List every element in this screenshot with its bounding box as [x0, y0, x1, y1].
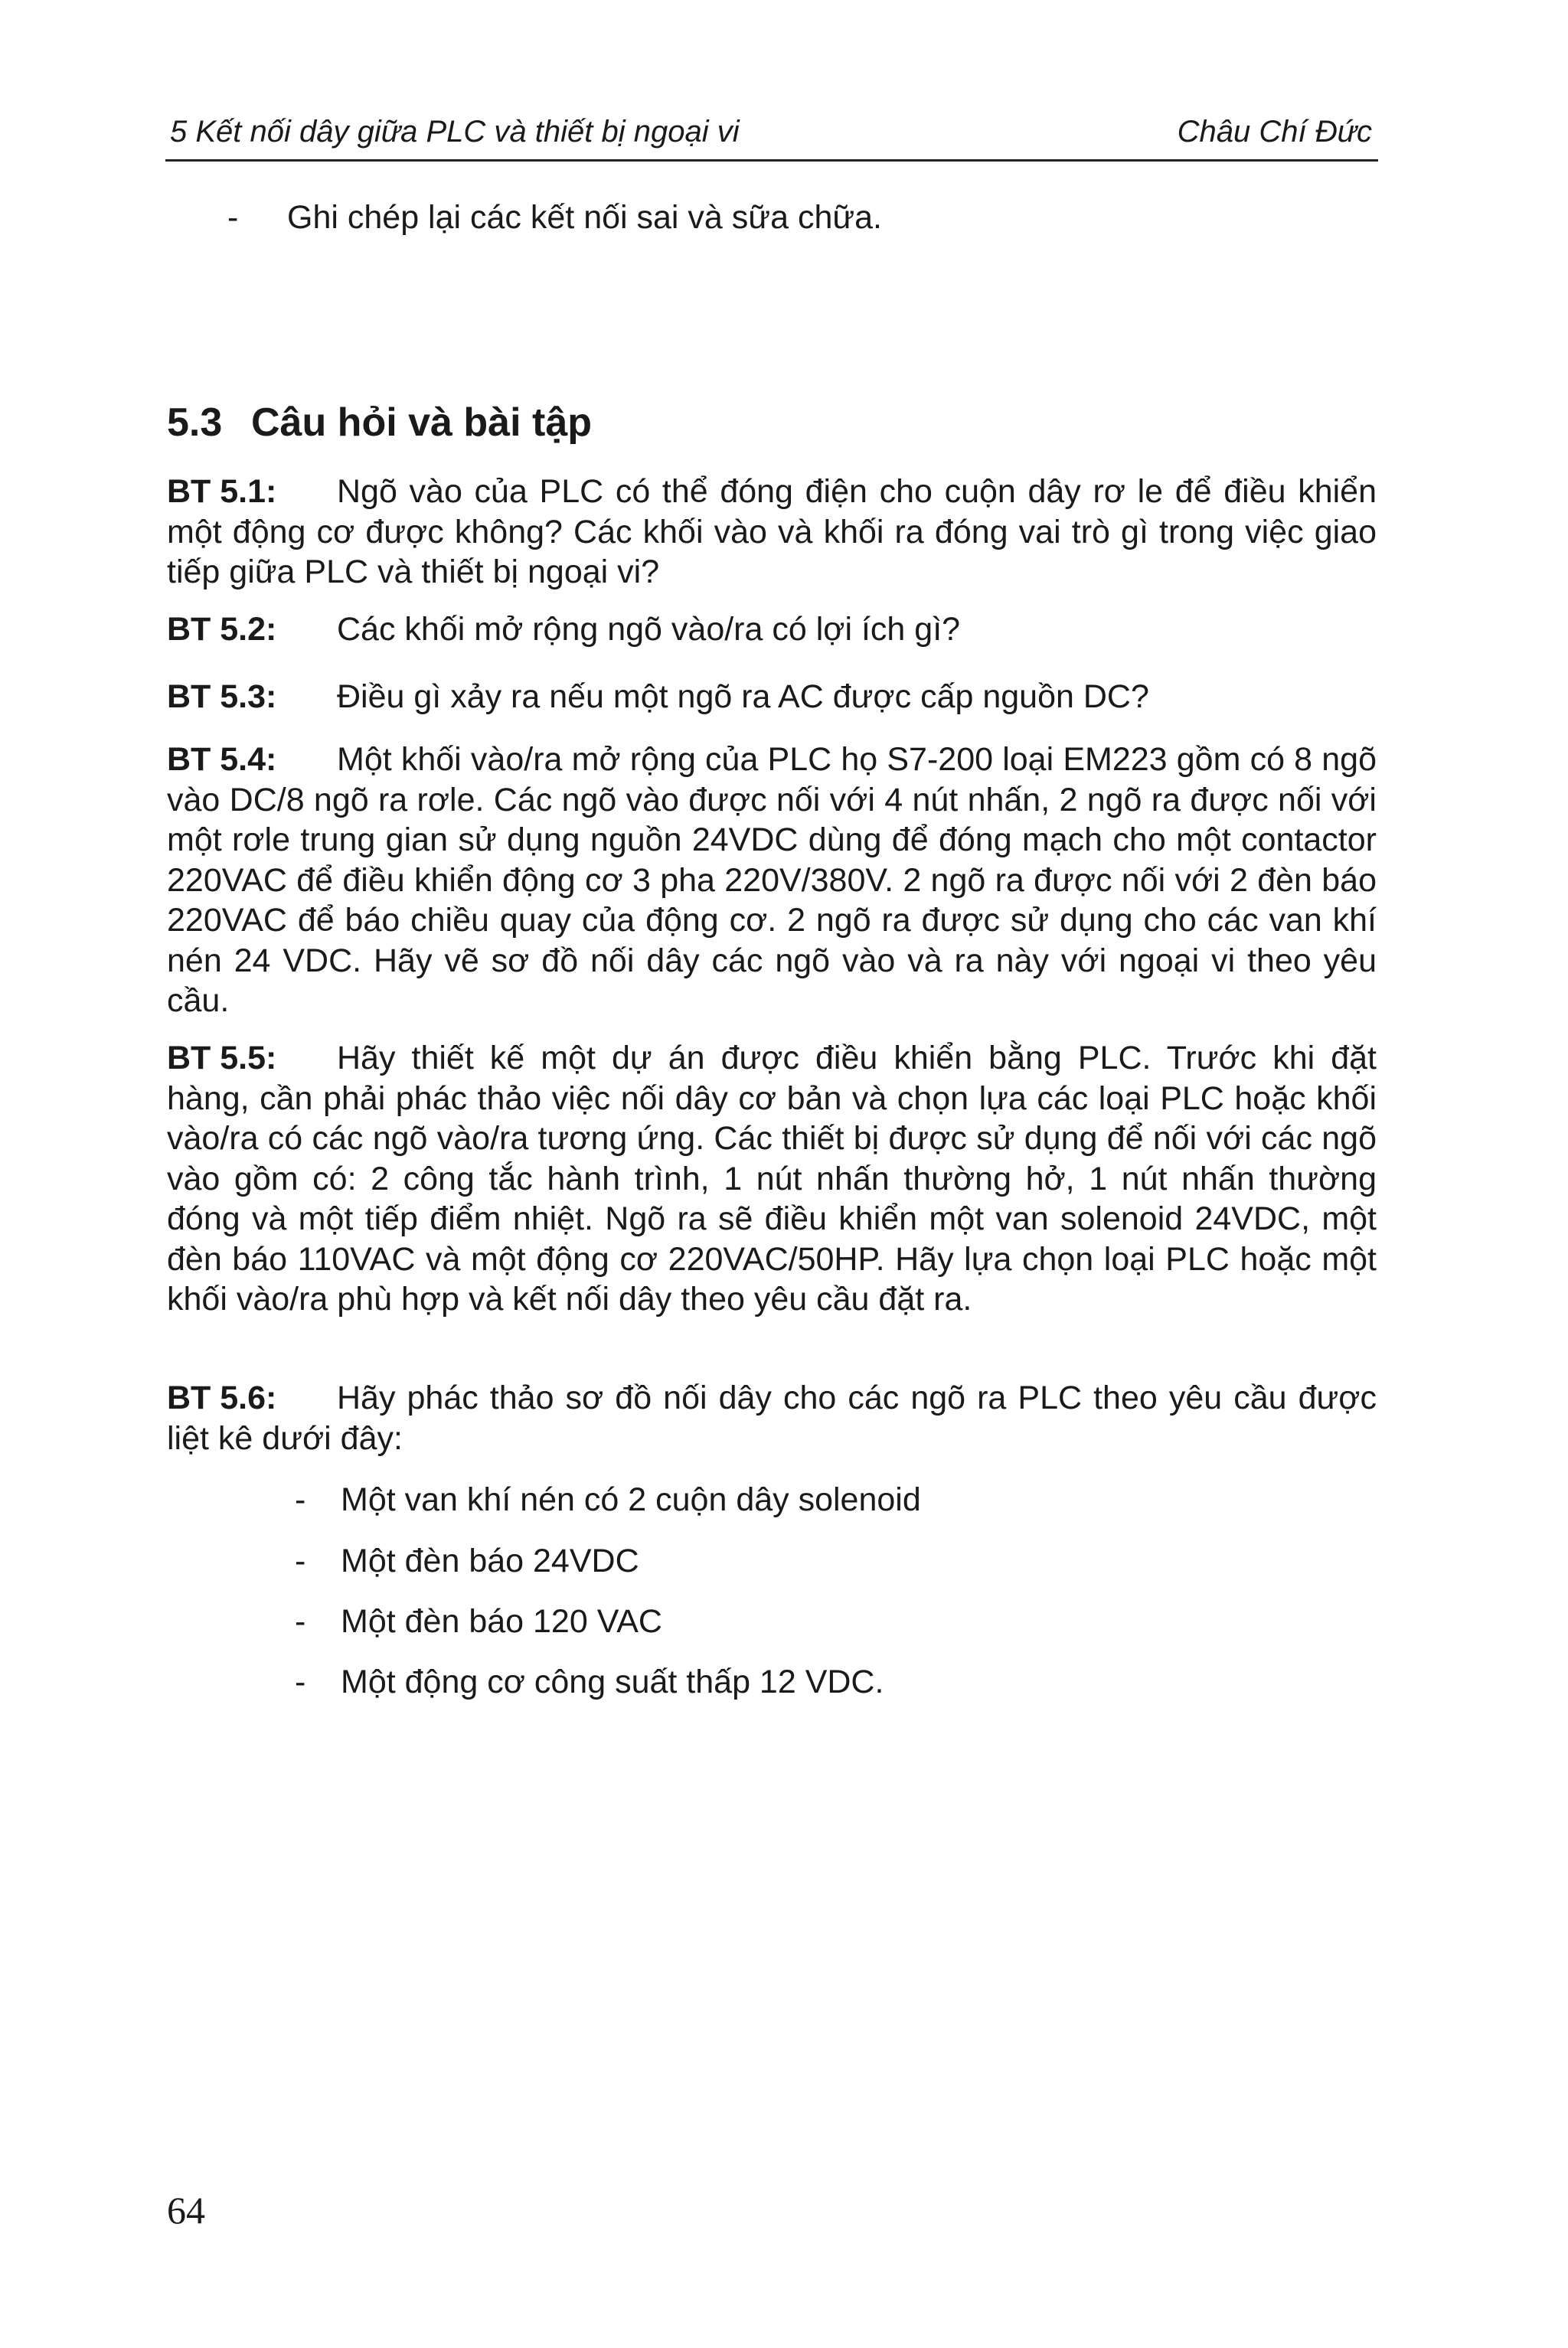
exercise-5-1: [167, 472, 1377, 593]
exercise-text: Ngõ vào của PLC có thể đóng điện cho cuộn dây rơ le để điều khiển một động cơ được không? Các khối vào và khối ra đóng vai trò gì trong việc giao tiếp giữa PLC và thiết bị ngoại vi?: [167, 473, 1377, 590]
bullet-dash: -: [295, 1664, 306, 1700]
exercise-text: Các khối mở rộng ngõ vào/ra có lợi ích gì?: [337, 611, 961, 648]
bullet-text: Ghi chép lại các kết nối sai và sữa chữa.: [287, 199, 883, 236]
exercise-text: Hãy phác thảo sơ đồ nối dây cho các ngõ ra PLC theo yêu cầu được liệt kê dưới đây:: [167, 1380, 1377, 1457]
exercise-label: BT 5.3:: [167, 678, 277, 715]
bullet-text: Một van khí nén có 2 cuộn dây solenoid: [341, 1481, 921, 1518]
exercise-label: BT 5.1:: [167, 473, 277, 510]
exercise-5-4: [167, 740, 1377, 1021]
exercise-label: BT 5.4:: [167, 741, 277, 778]
section-heading: [167, 400, 592, 446]
bullet-dash: -: [295, 1481, 306, 1518]
exercise-5-3: [167, 677, 1377, 717]
bullet-dash: -: [295, 1603, 306, 1640]
bullet-text: Một động cơ công suất thấp 12 VDC.: [341, 1664, 884, 1700]
exercise-label: BT 5.2:: [167, 611, 277, 648]
exercise-text: Điều gì xảy ra nếu một ngõ ra AC được cấp nguồn DC?: [337, 678, 1149, 715]
exercise-text: Một khối vào/ra mở rộng của PLC họ S7-200 loại EM223 gồm có 8 ngõ vào DC/8 ngõ ra rơle. Các ngõ vào được nối với 4 nút nhấn, 2 ngõ ra được nối với một rơle trung gian sử dụng nguồn 24VDC dùng để đóng mạch cho một contactor 220VAC để điều khiển động cơ 3 pha 220V/380V. 2 ngõ ra được nối với 2 đèn báo 220VAC để báo chiều quay của động cơ. 2 ngõ ra được sử dụng cho các van khí nén 24 VDC. Hãy vẽ sơ đồ nối dây các ngõ vào và ra này với ngoại vi theo yêu cầu.: [167, 741, 1377, 1019]
header-author: Châu Chí Đức: [1177, 115, 1372, 149]
bullet-dash: -: [295, 1543, 306, 1579]
section-number: 5.3: [167, 400, 223, 445]
exercise-5-6: [167, 1378, 1377, 1458]
bullet-text: Một đèn báo 120 VAC: [341, 1603, 662, 1640]
header-chapter-title: 5 Kết nối dây giữa PLC và thiết bị ngoại vi: [170, 115, 740, 149]
section-title-text: Câu hỏi và bài tập: [251, 400, 592, 445]
exercise-text: Hãy thiết kế một dự án được điều khiển bằng PLC. Trước khi đặt hàng, cần phải phác thảo việc nối dây cơ bản và chọn lựa các loại PLC hoặc khối vào/ra có các ngõ vào/ra tương ứng. Các thiết bị được sử dụng để nối với các ngõ vào gồm có: 2 công tắc hành trình, 1 nút nhấn thường hở, 1 nút nhấn thường đóng và một tiếp điểm nhiệt. Ngõ ra sẽ điều khiển một van solenoid 24VDC, một đèn báo 110VAC và một động cơ 220VAC/50HP. Hãy lựa chọn loại PLC hoặc một khối vào/ra phù hợp và kết nối dây theo yêu cầu đặt ra.: [167, 1040, 1377, 1318]
bullet-dash: -: [227, 199, 239, 236]
page-number: 64: [167, 2189, 205, 2232]
exercise-5-5: [167, 1038, 1377, 1320]
exercise-5-2: [167, 609, 1377, 650]
running-header: [165, 115, 1378, 162]
exercise-label: BT 5.5:: [167, 1040, 277, 1076]
exercise-label: BT 5.6:: [167, 1380, 277, 1416]
bullet-text: Một đèn báo 24VDC: [341, 1543, 639, 1579]
